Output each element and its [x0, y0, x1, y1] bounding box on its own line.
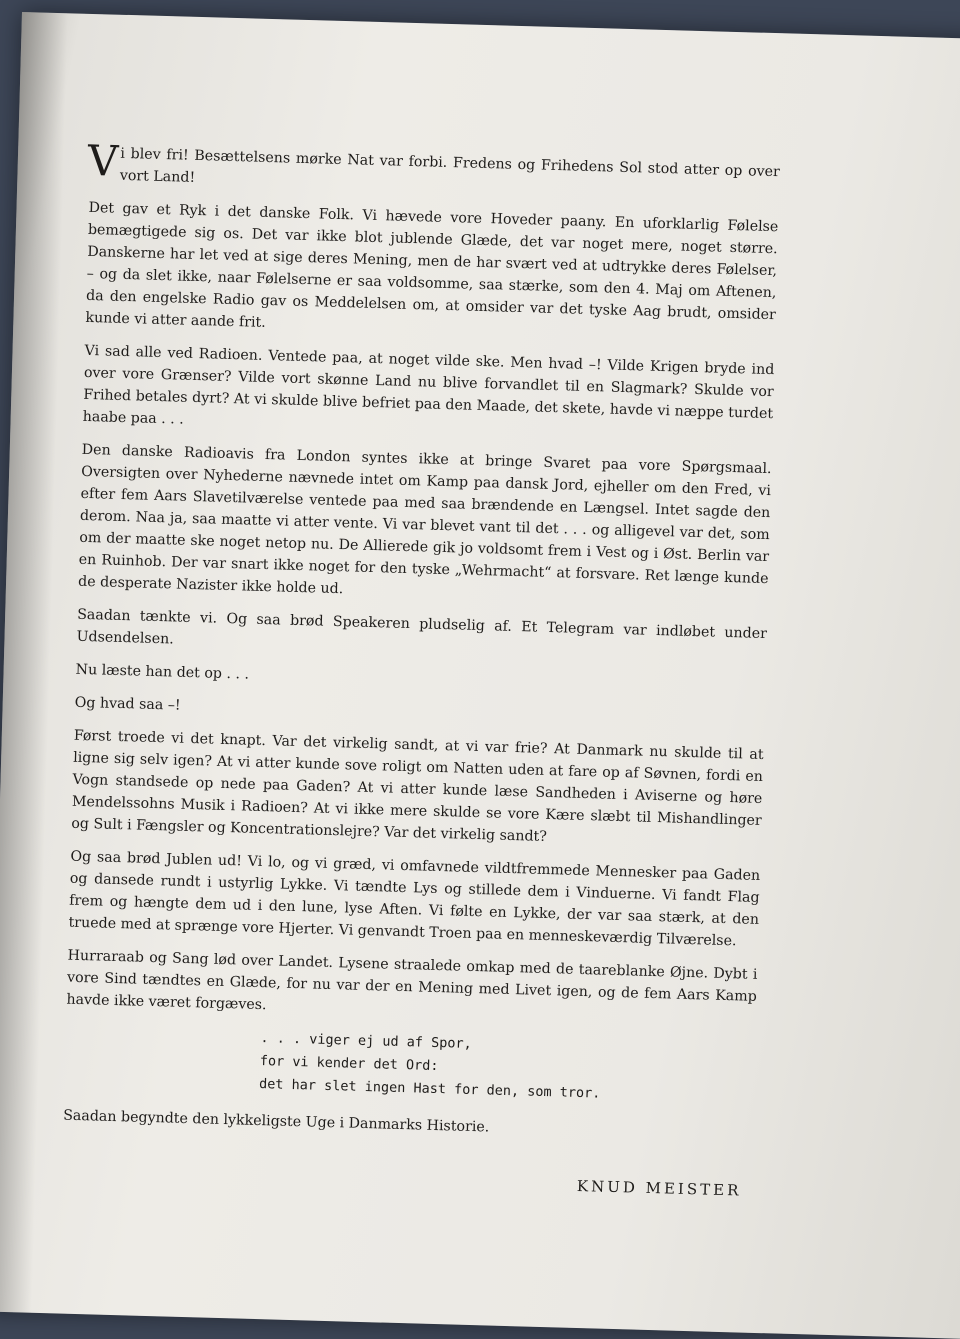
book-page — [0, 12, 960, 1339]
paragraph-10: Hurraraab og Sang lød over Landet. Lysene straalede omkap med de taareblanke Øjne. Dybt i vore Sind tændtes en Glæde, for nu var der en Mening med Livet igen, og de fem Aars Kamp havde ikke været forgæves. — [66, 947, 758, 1014]
paragraph-3: Vi sad alle ved Radioen. Ventede paa, at noget vilde ske. Men hvad –! Vilde Krigen bryde ind over vore Grænser? Vilde vort skønne Land nu blive forvandlet til en Slagmark? Skulde vor Frihed betales dyrt? At vi skulde blive befriet paa den Maade, det skete, havde vi næppe turdet haabe paa . . . — [82, 342, 775, 428]
author-signature: KNUD MEISTER — [576, 1176, 742, 1200]
verse-line-1: . . . viger ej ud af Spor, — [260, 1030, 472, 1052]
verse-line-3: det har slet ingen Hast for den, som tror. — [258, 1076, 601, 1102]
paragraph-7: Og hvad saa –! — [74, 694, 181, 714]
paragraph-5: Saadan tænkte vi. Og saa brød Speakeren pludselig af. Et Telegram var indløbet under Udsendelsen. — [76, 606, 768, 648]
verse-quote — [259, 1027, 756, 1110]
document-body — [61, 135, 781, 1202]
verse-line-2: for vi kender det Ord: — [259, 1053, 439, 1075]
paragraph-8: Først troede vi det knapt. Var det virkelig sandt, at vi var frie? At Danmark nu skulde til at ligne sig selv igen? At vi atter kunde sove roligt om Natten uden at fare op af Søvnen, fordi en Vogn standsede op nede paa Gaden? At vi atter kunde læse Sandheden i Aviserne og høre Mendelssohns Musik i Radioen? At vi ikke mere skulde se vore Kære slæbt til Mishandlinger og Sult i Fængsler og Koncentrationslejre? Var det virkelig sandt? — [71, 727, 764, 845]
paragraph-6: Nu læste han det op . . . — [75, 661, 250, 683]
paragraph-4: Den danske Radioavis fra London syntes ikke at bringe Svaret paa vore Spørgsmaal. Oversigten over Nyhederne nævnede intet om Kamp paa dansk Jord, ejheller om den Fred, vi efter fem Aars Slavetilværelse ventede paa med saa brændende en Længsel. Intet sagde den derom. Naa ja, saa maatte vi atter vente. Vi var blevet vant til det . . . og alligevel var det, som om der maatte ske noget netop nu. De Allierede gik jo voldsomt frem i Vest og i Øst. Berlin var en Ruinhob. Der var snart ikke noget for den tyske „Wehrmacht“ at forsvare. Ret længe kunde de desperate Nazister ikke holde ud. — [77, 441, 772, 598]
closing-line: Saadan begyndte den lykkeligste Uge i Danmarks Historie. — [62, 1107, 490, 1136]
drop-cap: V — [87, 135, 119, 186]
paragraph-9: Og saa brød Jublen ud! Vi lo, og vi græd, vi omfavnede vildtfremmede Mennesker paa Gaden og dansede rundt i ustyrlig Lykke. Vi tændte Lys og stillede dem i Vinduerne. Vi fandt Flag frem og hængte dem ud i den lune, lyse Aften. Vi følte en Lykke, der var saa stærk, at den truede med at sprænge vore Hjerter. Vi genvandt Troen paa en menneskeværdig Tilværelse. — [68, 848, 761, 950]
paragraph-1 — [87, 135, 781, 205]
paragraph-2: Det gav et Ryk i det danske Folk. Vi hævede vore Hoveder paany. En uforklarlig Følelse bemægtigede sig os. Det var ikke blot jublende Glæde, det var noget mere, noget større. Danskerne har let ved at sige deres Mening, men de har svært ved at udtrykke deres Følelser, – og da slet ikke, naar Følelserne er saa voldsomme, saa stærke, som den 4. Maj om Aftenen, da den engelske Radio gav os Meddelelsen om, at omsider var det tyske Aag brudt, omsider kunde vi atter aande frit. — [85, 199, 779, 331]
paragraph-1-text: i blev fri! Besættelsens mørke Nat var forbi. Fredens og Frihedens Sol stod atter op over vort Land! — [119, 145, 781, 186]
